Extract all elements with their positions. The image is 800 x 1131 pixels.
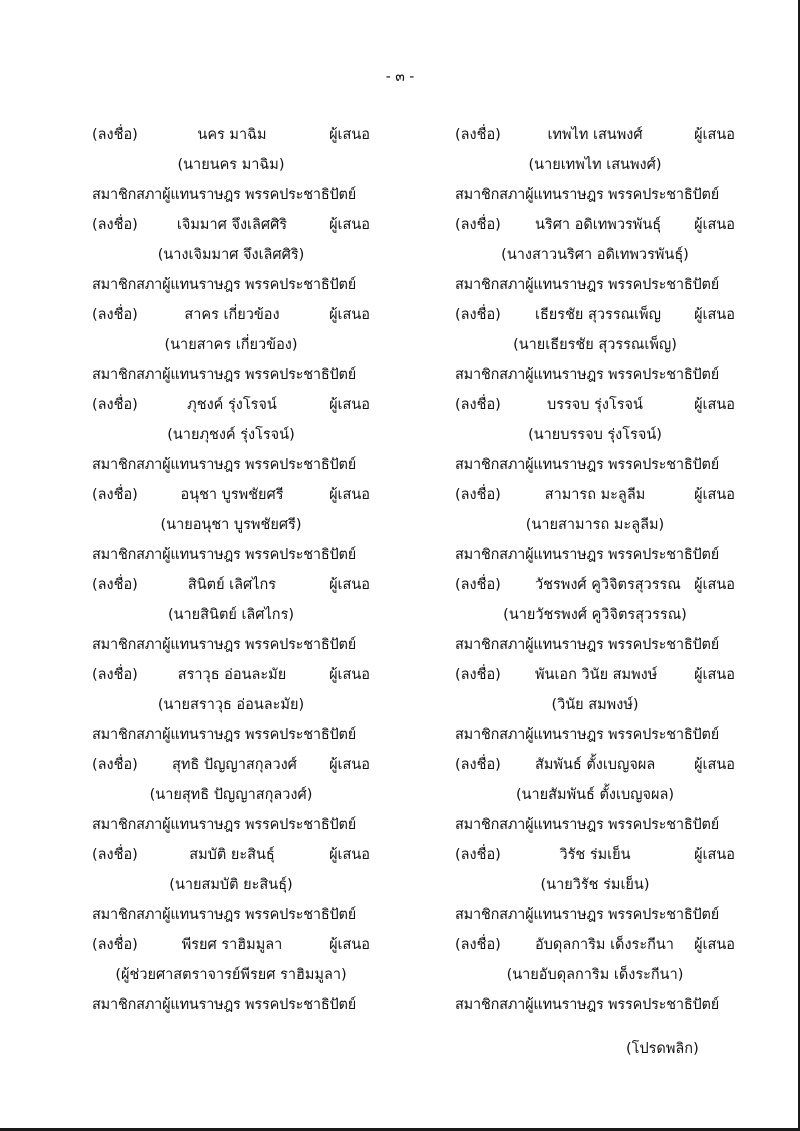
signature-entry <box>92 180 370 270</box>
member-role: สมาชิกสภาผู้แทนราษฎร พรรคประชาธิปัตย์ <box>455 277 720 293</box>
signed-label: (ลงชื่อ) <box>455 307 501 323</box>
signature-line <box>455 570 735 600</box>
full-name: (นายอับดุลการิม เด็งระกีนา) <box>506 967 684 983</box>
member-role: สมาชิกสภาผู้แทนราษฎร พรรคประชาธิปัตย์ <box>92 637 357 653</box>
full-name: (นายสราวุธ อ่อนละมัย) <box>157 697 305 713</box>
full-name: (นายบรรจบ รุ่งโรจน์) <box>528 427 662 443</box>
proposer-label: ผู้เสนอ <box>329 217 370 233</box>
signature-name: สมบัติ ยะสินธุ์ <box>189 847 275 863</box>
proposer-label: ผู้เสนอ <box>694 487 735 503</box>
member-role: สมาชิกสภาผู้แทนราษฎร พรรคประชาธิปัตย์ <box>455 187 720 203</box>
signature-entry <box>455 120 735 180</box>
proposer-label: ผู้เสนอ <box>694 667 735 683</box>
signed-label: (ลงชื่อ) <box>455 217 501 233</box>
signature-name: นคร มาฉิม <box>197 127 267 143</box>
proposer-label: ผู้เสนอ <box>694 307 735 323</box>
signature-name: บรรจบ รุ่งโรจน์ <box>547 397 643 413</box>
signature-line <box>455 930 735 960</box>
signature-name: นริศา อดิเทพวรพันธุ์ <box>535 217 662 233</box>
member-role: สมาชิกสภาผู้แทนราษฎร พรรคประชาธิปัตย์ <box>455 457 720 473</box>
member-role: สมาชิกสภาผู้แทนราษฎร พรรคประชาธิปัตย์ <box>92 727 357 743</box>
member-role: สมาชิกสภาผู้แทนราษฎร พรรคประชาธิปัตย์ <box>455 547 720 563</box>
signature-line <box>92 930 370 960</box>
signature-line <box>455 660 735 690</box>
signed-label: (ลงชื่อ) <box>455 757 501 773</box>
signature-name: เจิมมาศ จึงเลิศศิริ <box>176 217 288 233</box>
member-role: สมาชิกสภาผู้แทนราษฎร พรรคประชาธิปัตย์ <box>92 187 357 203</box>
signed-label: (ลงชื่อ) <box>92 127 138 143</box>
full-name: (ผู้ช่วยศาสตราจารย์พีรยศ ราฮิมมูลา) <box>115 967 347 983</box>
proposer-label: ผู้เสนอ <box>329 397 370 413</box>
proposer-label: ผู้เสนอ <box>694 397 735 413</box>
full-name: (นายสามารถ มะลูลีม) <box>525 517 665 533</box>
signature-name: เธียรชัย สุวรรณเพ็ญ <box>535 307 661 323</box>
full-name: (นายวิรัช ร่มเย็น) <box>540 877 650 893</box>
full-name: (นายเธียรชัย สุวรรณเพ็ญ) <box>513 337 677 353</box>
signature-name: เทพไท เสนพงศ์ <box>547 127 643 143</box>
signature-entry <box>455 450 735 540</box>
member-role: สมาชิกสภาผู้แทนราษฎร พรรคประชาธิปัตย์ <box>455 907 720 923</box>
signature-name: สาคร เกี่ยวข้อง <box>184 307 280 323</box>
proposer-label: ผู้เสนอ <box>694 847 735 863</box>
signature-line <box>92 750 370 780</box>
signature-name: สัมพันธ์ ตั้งเบญจผล <box>535 757 656 773</box>
signature-entry <box>455 810 735 900</box>
signature-line <box>92 570 370 600</box>
signature-line <box>455 210 735 240</box>
signature-entry <box>92 900 370 990</box>
full-name: (นางสาวนริศา อดิเทพวรพันธุ์) <box>501 247 689 263</box>
member-role: สมาชิกสภาผู้แทนราษฎร พรรคประชาธิปัตย์ <box>92 367 357 383</box>
signature-line <box>455 390 735 420</box>
signature-line <box>455 480 735 510</box>
signature-name: วิรัช ร่มเย็น <box>559 847 631 863</box>
signed-label: (ลงชื่อ) <box>455 487 501 503</box>
signature-name: สามารถ มะลูลีม <box>544 487 646 503</box>
member-role: สมาชิกสภาผู้แทนราษฎร พรรคประชาธิปัตย์ <box>92 277 357 293</box>
signature-line <box>92 120 370 150</box>
signed-label: (ลงชื่อ) <box>92 397 138 413</box>
member-role: สมาชิกสภาผู้แทนราษฎร พรรคประชาธิปัตย์ <box>92 547 357 563</box>
signature-name: พันเอก วินัย สมพงษ์ <box>535 667 658 683</box>
signed-label: (ลงชื่อ) <box>455 577 501 593</box>
signature-name: อนุชา บูรพชัยศรี <box>180 487 284 503</box>
full-name: (นายนคร มาฉิม) <box>177 157 285 173</box>
signature-line <box>455 300 735 330</box>
proposer-label: ผู้เสนอ <box>694 937 735 953</box>
signature-entry <box>92 360 370 450</box>
signature-entry <box>92 630 370 720</box>
signature-entry <box>92 270 370 360</box>
signature-line <box>455 750 735 780</box>
signed-label: (ลงชื่อ) <box>455 397 501 413</box>
member-role: สมาชิกสภาผู้แทนราษฎร พรรคประชาธิปัตย์ <box>455 817 720 833</box>
proposer-label: ผู้เสนอ <box>329 487 370 503</box>
member-role: สมาชิกสภาผู้แทนราษฎร พรรคประชาธิปัตย์ <box>92 457 357 473</box>
proposer-label: ผู้เสนอ <box>329 127 370 143</box>
signed-label: (ลงชื่อ) <box>92 757 138 773</box>
signed-label: (ลงชื่อ) <box>92 487 138 503</box>
signature-name: วัชรพงศ์ คูวิจิตรสุวรรณ <box>535 577 681 593</box>
left-signature-column <box>92 120 370 1020</box>
proposer-label: ผู้เสนอ <box>694 217 735 233</box>
member-role: สมาชิกสภาผู้แทนราษฎร พรรคประชาธิปัตย์ <box>92 817 357 833</box>
signed-label: (ลงชื่อ) <box>92 307 138 323</box>
signed-label: (ลงชื่อ) <box>92 667 138 683</box>
full-name: (นางเจิมมาศ จึงเลิศศิริ) <box>157 247 305 263</box>
page-number: - ๓ - <box>385 69 415 85</box>
full-name: (นายสุทธิ ปัญญาสกุลวงศ์) <box>149 787 313 803</box>
member-role: สมาชิกสภาผู้แทนราษฎร พรรคประชาธิปัตย์ <box>455 727 720 743</box>
proposer-label: ผู้เสนอ <box>329 667 370 683</box>
proposer-label: ผู้เสนอ <box>329 757 370 773</box>
member-role: สมาชิกสภาผู้แทนราษฎร พรรคประชาธิปัตย์ <box>92 997 357 1013</box>
full-name: (วินัย สมพงษ์) <box>551 697 639 713</box>
signature-entry <box>455 270 735 360</box>
signature-name: สราวุธ อ่อนละมัย <box>177 667 287 683</box>
signature-line <box>92 480 370 510</box>
signature-name: สินิตย์ เลิศไกร <box>187 577 277 593</box>
signature-entry <box>455 900 735 990</box>
signature-line <box>455 840 735 870</box>
signature-line <box>92 390 370 420</box>
signed-label: (ลงชื่อ) <box>455 937 501 953</box>
please-turn-over-note: (โปรดพลิก) <box>626 1041 699 1057</box>
full-name: (นายวัชรพงศ์ คูวิจิตรสุวรรณ) <box>503 607 687 623</box>
signed-label: (ลงชื่อ) <box>455 667 501 683</box>
member-role: สมาชิกสภาผู้แทนราษฎร พรรคประชาธิปัตย์ <box>455 367 720 383</box>
signed-label: (ลงชื่อ) <box>92 577 138 593</box>
signature-entry <box>92 120 370 180</box>
signature-line <box>92 300 370 330</box>
proposer-label: ผู้เสนอ <box>329 847 370 863</box>
signature-name: ภุชงค์ รุ่งโรจน์ <box>187 397 277 413</box>
signed-label: (ลงชื่อ) <box>92 847 138 863</box>
signature-line <box>92 660 370 690</box>
full-name: (นายสินิตย์ เลิศไกร) <box>167 607 295 623</box>
signed-label: (ลงชื่อ) <box>455 847 501 863</box>
signature-entry <box>92 540 370 630</box>
signature-entry <box>455 630 735 720</box>
signature-line <box>455 120 735 150</box>
signature-line <box>92 840 370 870</box>
signature-entry <box>92 450 370 540</box>
signed-label: (ลงชื่อ) <box>455 127 501 143</box>
signature-entry <box>92 720 370 810</box>
signed-label: (ลงชื่อ) <box>92 217 138 233</box>
signature-name: สุทธิ ปัญญาสกุลวงศ์ <box>172 757 297 773</box>
proposer-label: ผู้เสนอ <box>329 577 370 593</box>
proposer-label: ผู้เสนอ <box>329 937 370 953</box>
full-name: (นายสัมพันธ์ ตั้งเบญจผล) <box>515 787 675 803</box>
signed-label: (ลงชื่อ) <box>92 937 138 953</box>
signature-entry <box>455 360 735 450</box>
member-role: สมาชิกสภาผู้แทนราษฎร พรรคประชาธิปัตย์ <box>455 637 720 653</box>
signature-entry <box>92 810 370 900</box>
signature-entry <box>455 540 735 630</box>
full-name: (นายสมบัติ ยะสินธุ์) <box>169 877 293 893</box>
proposer-label: ผู้เสนอ <box>694 127 735 143</box>
signature-name: อับดุลการิม เด็งระกีนา <box>535 937 674 953</box>
signature-line <box>92 210 370 240</box>
signature-entry <box>455 720 735 810</box>
signature-name: พีรยศ ราฮิมมูลา <box>181 937 283 953</box>
full-name: (นายเทพไท เสนพงศ์) <box>528 157 662 173</box>
member-role: สมาชิกสภาผู้แทนราษฎร พรรคประชาธิปัตย์ <box>92 907 357 923</box>
signature-entry <box>455 180 735 270</box>
full-name: (นายสาคร เกี่ยวข้อง) <box>164 337 298 353</box>
full-name: (นายอนุชา บูรพชัยศรี) <box>160 517 302 533</box>
proposer-label: ผู้เสนอ <box>694 577 735 593</box>
proposer-label: ผู้เสนอ <box>694 757 735 773</box>
right-signature-column <box>455 120 735 1020</box>
proposer-label: ผู้เสนอ <box>329 307 370 323</box>
member-role: สมาชิกสภาผู้แทนราษฎร พรรคประชาธิปัตย์ <box>455 997 720 1013</box>
full-name: (นายภุชงค์ รุ่งโรจน์) <box>167 427 295 443</box>
